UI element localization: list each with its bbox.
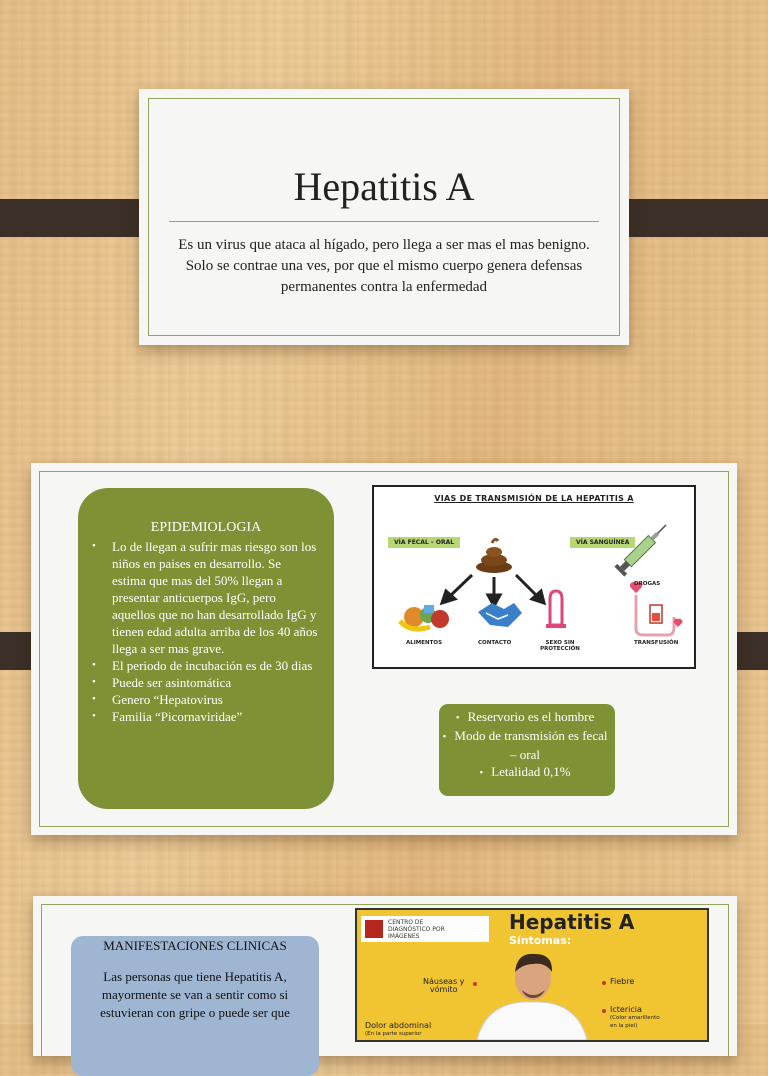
transfusion-icon <box>630 582 682 635</box>
slide-title-heading: Hepatitis A <box>293 164 475 209</box>
symptom-jaundice-label: Ictericia <box>610 1005 642 1014</box>
logo-line1: CENTRO DE <box>388 919 424 926</box>
transmission-diagram <box>372 485 696 669</box>
tag-fecal-oral: VÍA FECAL – ORAL <box>388 537 460 548</box>
facts-list <box>439 704 615 782</box>
label-sex-line2: PROTECCIÓN <box>540 646 580 652</box>
poster-title: Hepatitis A <box>509 910 635 934</box>
slide-clinical <box>33 896 737 1056</box>
list-item: • Genero “Hepatovirus <box>112 691 318 708</box>
list-item: • Familia “Picornaviridae” <box>112 708 318 725</box>
syringe-icon <box>614 520 671 577</box>
list-item: • El periodo de incubación es de 30 dias <box>112 657 318 674</box>
label-contact: CONTACTO <box>478 640 512 646</box>
symptom-abdominal-note: (En la parte superior <box>365 1031 422 1037</box>
symptom-abdominal-label: Dolor abdominal <box>365 1021 432 1030</box>
epidemiology-box <box>78 488 334 809</box>
slide-border <box>148 98 620 336</box>
label-sex <box>538 640 582 652</box>
symptoms-poster <box>355 908 709 1042</box>
symptom-nausea-line1: Náuseas y <box>423 977 465 986</box>
condom-icon <box>546 591 566 628</box>
logo-line2: DIAGNÓSTICO POR <box>388 926 445 933</box>
symptom-jaundice-note2: en la piel) <box>610 1023 638 1029</box>
list-item: • Lo de llegan a sufrir mas riesgo son los niños en paises en desarrollo. Se estima que mas del 50% llegan a presentar anticuerpos IgG, pero aquellos que no han desarrollado IgG y tienen edad adulta arriba de los 40 años llega a ser mas grave. <box>112 538 318 657</box>
symptom-nausea <box>423 978 464 994</box>
epidemiology-title: EPIDEMIOLOGIA <box>150 520 262 535</box>
diagram-title: VIAS DE TRANSMISIÓN DE LA HEPATITIS A <box>434 494 634 503</box>
arrows-icon <box>442 575 544 606</box>
epidemiology-list <box>78 538 318 725</box>
symptom-jaundice <box>610 1006 660 1030</box>
facts-box <box>439 704 615 796</box>
clinical-text: Las personas que tiene Hepatitis A, mayormente se van a sentir como si estuvieran con gripe o puede ser que <box>100 969 290 1020</box>
right-bar-1 <box>612 199 768 237</box>
list-item: • Modo de transmisión es fecal – oral <box>439 727 611 763</box>
label-transfusion: TRANSFUSIÓN <box>634 640 679 646</box>
label-sex-line1: SEXO SIN <box>545 640 575 646</box>
poop-icon <box>476 539 512 573</box>
left-bar-1 <box>0 199 156 237</box>
poster-subtitle: Síntomas: <box>509 934 572 947</box>
symptom-fever: Fiebre <box>610 977 635 986</box>
title-divider <box>169 221 599 222</box>
logo-line3: IMÁGENES <box>388 933 420 940</box>
symptom-abdominal <box>365 1022 431 1038</box>
slide-epidemiology <box>31 463 737 835</box>
list-item: • Puede ser asintomática <box>112 674 318 691</box>
label-food: ALIMENTOS <box>406 640 443 646</box>
list-item: • Reservorio es el hombre <box>439 708 611 727</box>
label-drugs: DROGAS <box>634 581 661 587</box>
list-item: • Letalidad 0,1% <box>439 763 611 782</box>
slide-description: Es un virus que ataca al hígado, pero llega a ser mas el mas benigno. Solo se contrae una ves, por que el mismo cuerpo genera defensas permanentes contra la enfermedad <box>178 237 590 295</box>
symptom-jaundice-note1: (Color amarillento <box>610 1015 660 1021</box>
clinical-box <box>71 936 319 1076</box>
handshake-icon <box>478 603 522 627</box>
symptom-nausea-line2: vómito <box>429 985 458 994</box>
clinical-title: MANIFESTACIONES CLINICAS <box>103 938 287 953</box>
food-icon <box>400 605 449 629</box>
tag-blood: VÍA SANGUÍNEA <box>570 537 635 548</box>
slide-title <box>139 89 629 345</box>
